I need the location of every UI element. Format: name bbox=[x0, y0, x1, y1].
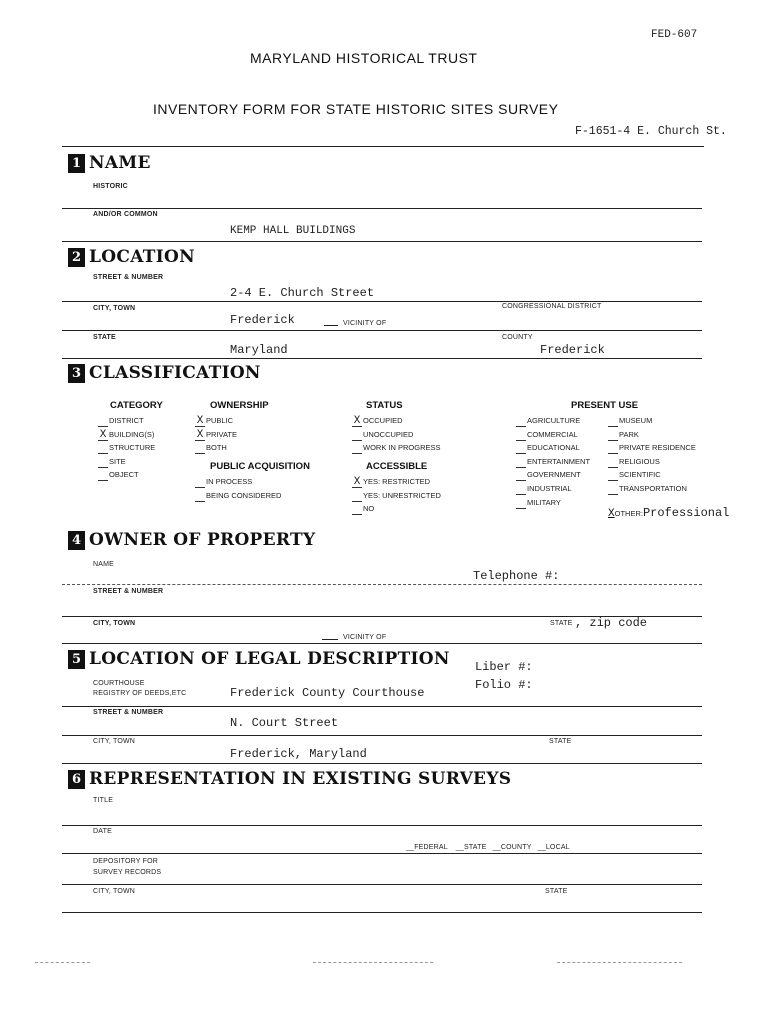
option-label: PARK bbox=[619, 429, 639, 439]
street-value: 2-4 E. Church Street bbox=[230, 286, 375, 300]
section-number: 5 bbox=[68, 650, 85, 669]
section-title: LOCATION OF LEGAL DESCRIPTION bbox=[89, 649, 450, 669]
common-name-label: AND/OR COMMON bbox=[93, 211, 158, 218]
city-label: CITY, TOWN bbox=[93, 305, 136, 312]
present-use-option bbox=[516, 414, 590, 428]
check-mark bbox=[516, 458, 526, 468]
check-mark bbox=[608, 431, 618, 441]
check-mark: X bbox=[353, 415, 361, 427]
category-heading: CATEGORY bbox=[110, 400, 163, 411]
survey-records-label: SURVEY RECORDS bbox=[93, 869, 162, 876]
status-option bbox=[352, 441, 441, 455]
state-label: STATE bbox=[93, 334, 116, 341]
option-label: SCIENTIFIC bbox=[619, 470, 661, 480]
option-label: YES: UNRESTRICTED bbox=[363, 490, 441, 500]
folio: Folio #: bbox=[475, 678, 533, 692]
section-owner bbox=[68, 530, 315, 550]
state-value: Maryland bbox=[230, 343, 288, 357]
owner-city-label: CITY, TOWN bbox=[93, 620, 136, 627]
section-title: NAME bbox=[89, 153, 151, 173]
option-label: MILITARY bbox=[527, 497, 561, 507]
check-mark bbox=[516, 471, 526, 481]
other-label: OTHER: bbox=[614, 509, 643, 518]
accessible-heading: ACCESSIBLE bbox=[366, 461, 428, 472]
county-option: COUNTY bbox=[500, 844, 532, 851]
section-name bbox=[68, 153, 151, 173]
legal-street-value: N. Court Street bbox=[230, 716, 339, 730]
check-mark bbox=[608, 444, 618, 454]
option-label: SITE bbox=[109, 456, 126, 466]
option-label: DISTRICT bbox=[109, 416, 144, 425]
present-use-option bbox=[608, 414, 696, 428]
check-mark bbox=[195, 492, 205, 502]
check-mark bbox=[352, 444, 362, 454]
status-option bbox=[352, 428, 441, 442]
option-label: BOTH bbox=[206, 443, 227, 453]
present-use-option bbox=[608, 455, 696, 469]
option-label: EDUCATIONAL bbox=[527, 443, 580, 453]
category-option bbox=[98, 468, 155, 482]
present-use-option bbox=[608, 468, 696, 482]
present-use-option bbox=[608, 482, 696, 496]
option-label: PRIVATE bbox=[206, 429, 237, 439]
option-label: ENTERTAINMENT bbox=[527, 456, 591, 466]
option-label: NO bbox=[363, 504, 375, 514]
option-label: OCCUPIED bbox=[363, 416, 403, 425]
present-use-heading: PRESENT USE bbox=[571, 400, 639, 411]
check-mark bbox=[352, 492, 362, 502]
check-mark bbox=[98, 458, 108, 468]
county-value: Frederick bbox=[540, 343, 605, 357]
status-option bbox=[352, 414, 441, 428]
legal-street-label: STREET & NUMBER bbox=[93, 709, 164, 716]
section-number: 6 bbox=[68, 770, 85, 789]
section-location bbox=[68, 247, 195, 267]
present-use-list bbox=[516, 414, 590, 509]
present-use-option bbox=[608, 441, 696, 455]
form-title: INVENTORY FORM FOR STATE HISTORIC SITES SURVEY bbox=[153, 101, 559, 117]
present-use-option bbox=[516, 441, 590, 455]
site-id: F-1651-4 E. Church St. bbox=[575, 125, 727, 138]
check-mark bbox=[608, 485, 618, 495]
option-label: INDUSTRIAL bbox=[527, 483, 572, 493]
option-label: AGRICULTURE bbox=[527, 416, 581, 425]
option-label: COMMERCIAL bbox=[527, 429, 578, 439]
check-mark bbox=[195, 478, 205, 488]
street-label: STREET & NUMBER bbox=[93, 274, 164, 281]
ownership-list bbox=[195, 414, 237, 455]
option-label: TRANSPORTATION bbox=[619, 483, 687, 493]
option-label: PRIVATE RESIDENCE bbox=[619, 443, 696, 453]
legal-city-label: CITY, TOWN bbox=[93, 738, 136, 745]
ownership-option bbox=[195, 441, 237, 455]
courthouse-label: COURTHOUSE bbox=[93, 680, 145, 687]
category-option bbox=[98, 414, 155, 428]
acquisition-option bbox=[195, 489, 281, 503]
check-mark bbox=[516, 431, 526, 441]
option-label: MUSEUM bbox=[619, 416, 653, 425]
other-value: Professional bbox=[642, 506, 730, 520]
category-list bbox=[98, 414, 155, 482]
check-mark bbox=[352, 505, 362, 515]
depository-label: DEPOSITORY FOR bbox=[93, 858, 159, 865]
city-value: Frederick bbox=[230, 313, 295, 327]
congressional-label: CONGRESSIONAL DISTRICT bbox=[502, 303, 602, 310]
option-label: GOVERNMENT bbox=[527, 470, 581, 480]
depository-city-label: CITY, TOWN bbox=[93, 888, 136, 895]
option-label: STRUCTURE bbox=[109, 443, 156, 453]
check-mark bbox=[516, 444, 526, 454]
depository-state-label: STATE bbox=[545, 888, 568, 895]
present-use-option bbox=[516, 428, 590, 442]
option-label: PUBLIC bbox=[206, 416, 234, 425]
ownership-option bbox=[195, 428, 237, 442]
divider bbox=[62, 146, 704, 147]
survey-date-label: DATE bbox=[93, 828, 112, 835]
section-number: 3 bbox=[68, 364, 85, 383]
legal-city-value: Frederick, Maryland bbox=[230, 747, 367, 761]
ownership-heading: OWNERSHIP bbox=[210, 400, 269, 411]
section-title: CLASSIFICATION bbox=[89, 363, 261, 383]
vicinity-label: VICINITY OF bbox=[343, 320, 387, 327]
check-mark bbox=[608, 471, 618, 481]
state-option: STATE bbox=[463, 844, 487, 851]
section-number: 4 bbox=[68, 531, 85, 550]
courthouse-value: Frederick County Courthouse bbox=[230, 686, 425, 700]
section-title: REPRESENTATION IN EXISTING SURVEYS bbox=[89, 769, 512, 789]
section-classification bbox=[68, 363, 261, 383]
vicinity-label: VICINITY OF bbox=[343, 634, 387, 641]
option-label: RELIGIOUS bbox=[619, 456, 660, 466]
option-label: YES: RESTRICTED bbox=[363, 477, 431, 486]
accessible-option bbox=[352, 475, 441, 489]
check-mark bbox=[608, 417, 618, 427]
check-mark bbox=[98, 471, 108, 481]
option-label: BEING CONSIDERED bbox=[206, 490, 282, 500]
present-use-option bbox=[516, 468, 590, 482]
local-option: LOCAL bbox=[545, 844, 570, 851]
common-name-value: KEMP HALL BUILDINGS bbox=[230, 225, 356, 237]
check-mark: X bbox=[196, 428, 204, 441]
check-mark bbox=[98, 417, 108, 427]
option-label: IN PROCESS bbox=[206, 477, 253, 486]
owner-street-label: STREET & NUMBER bbox=[93, 588, 164, 595]
survey-title-label: TITLE bbox=[93, 797, 114, 804]
option-label: UNOCCUPIED bbox=[363, 429, 414, 439]
option-label: OBJECT bbox=[109, 470, 139, 480]
present-use-option bbox=[516, 455, 590, 469]
category-option bbox=[98, 455, 155, 469]
accessible-option bbox=[352, 489, 441, 503]
federal-option: FEDERAL bbox=[414, 844, 448, 851]
accessible-option bbox=[352, 502, 441, 516]
category-option bbox=[98, 441, 155, 455]
status-list bbox=[352, 414, 441, 455]
accessible-list bbox=[352, 475, 441, 516]
county-label: COUNTY bbox=[502, 334, 533, 341]
check-mark bbox=[516, 499, 526, 509]
check-mark: X bbox=[353, 476, 361, 488]
legal-state-label: STATE bbox=[549, 738, 572, 745]
check-mark: X bbox=[99, 428, 107, 441]
check-mark bbox=[98, 444, 108, 454]
section-title: LOCATION bbox=[89, 247, 195, 267]
check-mark: X bbox=[608, 508, 615, 520]
present-use-option bbox=[608, 428, 696, 442]
org-name: MARYLAND HISTORICAL TRUST bbox=[250, 50, 478, 66]
present-use-option bbox=[516, 482, 590, 496]
section-number: 1 bbox=[68, 154, 85, 173]
ownership-option bbox=[195, 414, 237, 428]
category-option bbox=[98, 428, 155, 442]
check-mark bbox=[195, 444, 205, 454]
acquisition-option bbox=[195, 475, 281, 489]
present-use-option bbox=[516, 496, 590, 510]
check-mark bbox=[516, 485, 526, 495]
section-surveys bbox=[68, 769, 511, 789]
check-mark: X bbox=[196, 415, 204, 427]
check-mark bbox=[516, 417, 526, 427]
acquisition-list bbox=[195, 475, 281, 502]
zip-code: , zip code bbox=[575, 616, 648, 630]
check-mark bbox=[352, 431, 362, 441]
owner-name-label: NAME bbox=[93, 561, 115, 568]
section-number: 2 bbox=[68, 248, 85, 267]
registry-label: REGISTRY OF DEEDS,ETC bbox=[93, 690, 187, 697]
other-use bbox=[608, 503, 729, 521]
option-label: WORK IN PROGRESS bbox=[363, 443, 441, 453]
status-heading: STATUS bbox=[366, 400, 403, 411]
telephone: Telephone #: bbox=[473, 569, 560, 583]
section-title: OWNER OF PROPERTY bbox=[89, 530, 316, 550]
liber: Liber #: bbox=[475, 660, 533, 674]
present-use-list bbox=[608, 414, 696, 496]
historic-label: HISTORIC bbox=[93, 183, 128, 190]
option-label: BUILDING(S) bbox=[109, 429, 155, 439]
owner-state-label: STATE bbox=[550, 620, 573, 627]
form-code: FED-607 bbox=[651, 29, 698, 41]
acquisition-heading: PUBLIC ACQUISITION bbox=[210, 461, 310, 472]
section-legal-description bbox=[68, 649, 450, 669]
check-mark bbox=[608, 458, 618, 468]
survey-level: __FEDERAL __STATE __COUNTY __LOCAL bbox=[406, 844, 570, 851]
